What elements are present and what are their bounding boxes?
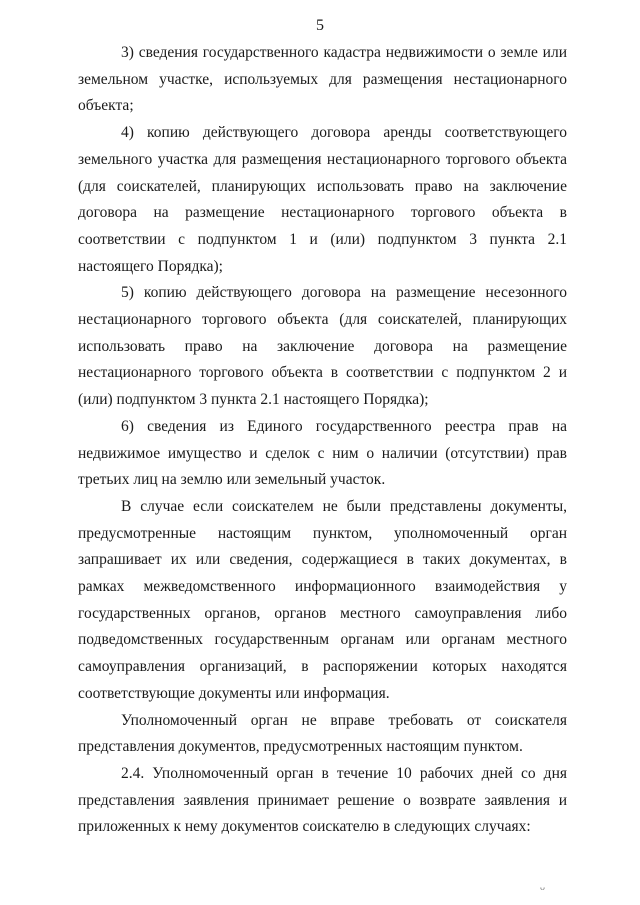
paragraph-item-5: 5) копию действующего договора на размещение несезонного нестационарного торгового объекта (для соискателей, планирующих использовать право на заключение договора на размещение нестационарного торгового объекта в соответствии с подпунктом 2 и (или) подпунктом 3 пункта 2.1 настоящего Порядка); [78, 284, 567, 409]
paragraph-2-4: 2.4. Уполномоченный орган в течение 10 рабочих дней со дня представления заявления принимает решение о возврате заявления и приложенных к нему документов соискателю в следующих случаях: [78, 764, 567, 836]
document-body [78, 40, 567, 841]
paragraph-item-6: 6) сведения из Единого государственного реестра прав на недвижимое имущество и сделок с ним о наличии (отсутствии) прав третьих лиц на землю или земельный участок. [78, 417, 567, 489]
page-number: 5 [316, 17, 324, 34]
paragraph-item-3: 3) сведения государственного кадастра недвижимости о земле или земельном участке, используемых для размещения нестационарного объекта; [78, 44, 567, 115]
paragraph-item-4: 4) копию действующего договора аренды соответствующего земельного участка для размещения нестационарного торгового объекта (для соискателей, планирующих использовать право на заключение договора на размещение нестационарного торгового объекта в соответствии с подпунктом 1 и (или) подпунктом 3 пункта 2.1 настоящего Порядка); [78, 124, 567, 275]
paragraph-missing-documents: В случае если соискателем не были представлены документы, предусмотренные настоящим пунктом, уполномоченный орган запрашивает их или сведения, содержащиеся в таких документах, в рамках межведомственного информационного взаимодействия у государственных органов, органов местного самоуправления либо подведомственных государственным органам или органам местного самоуправления организаций, в распоряжении которых находятся соответствующие документы или информация. [78, 497, 567, 702]
paragraph-not-entitled: Уполномоченный орган не вправе требовать от соискателя представления документов, предусмотренных настоящим пунктом. [78, 711, 567, 756]
scan-mark: ᴗ [540, 882, 545, 893]
